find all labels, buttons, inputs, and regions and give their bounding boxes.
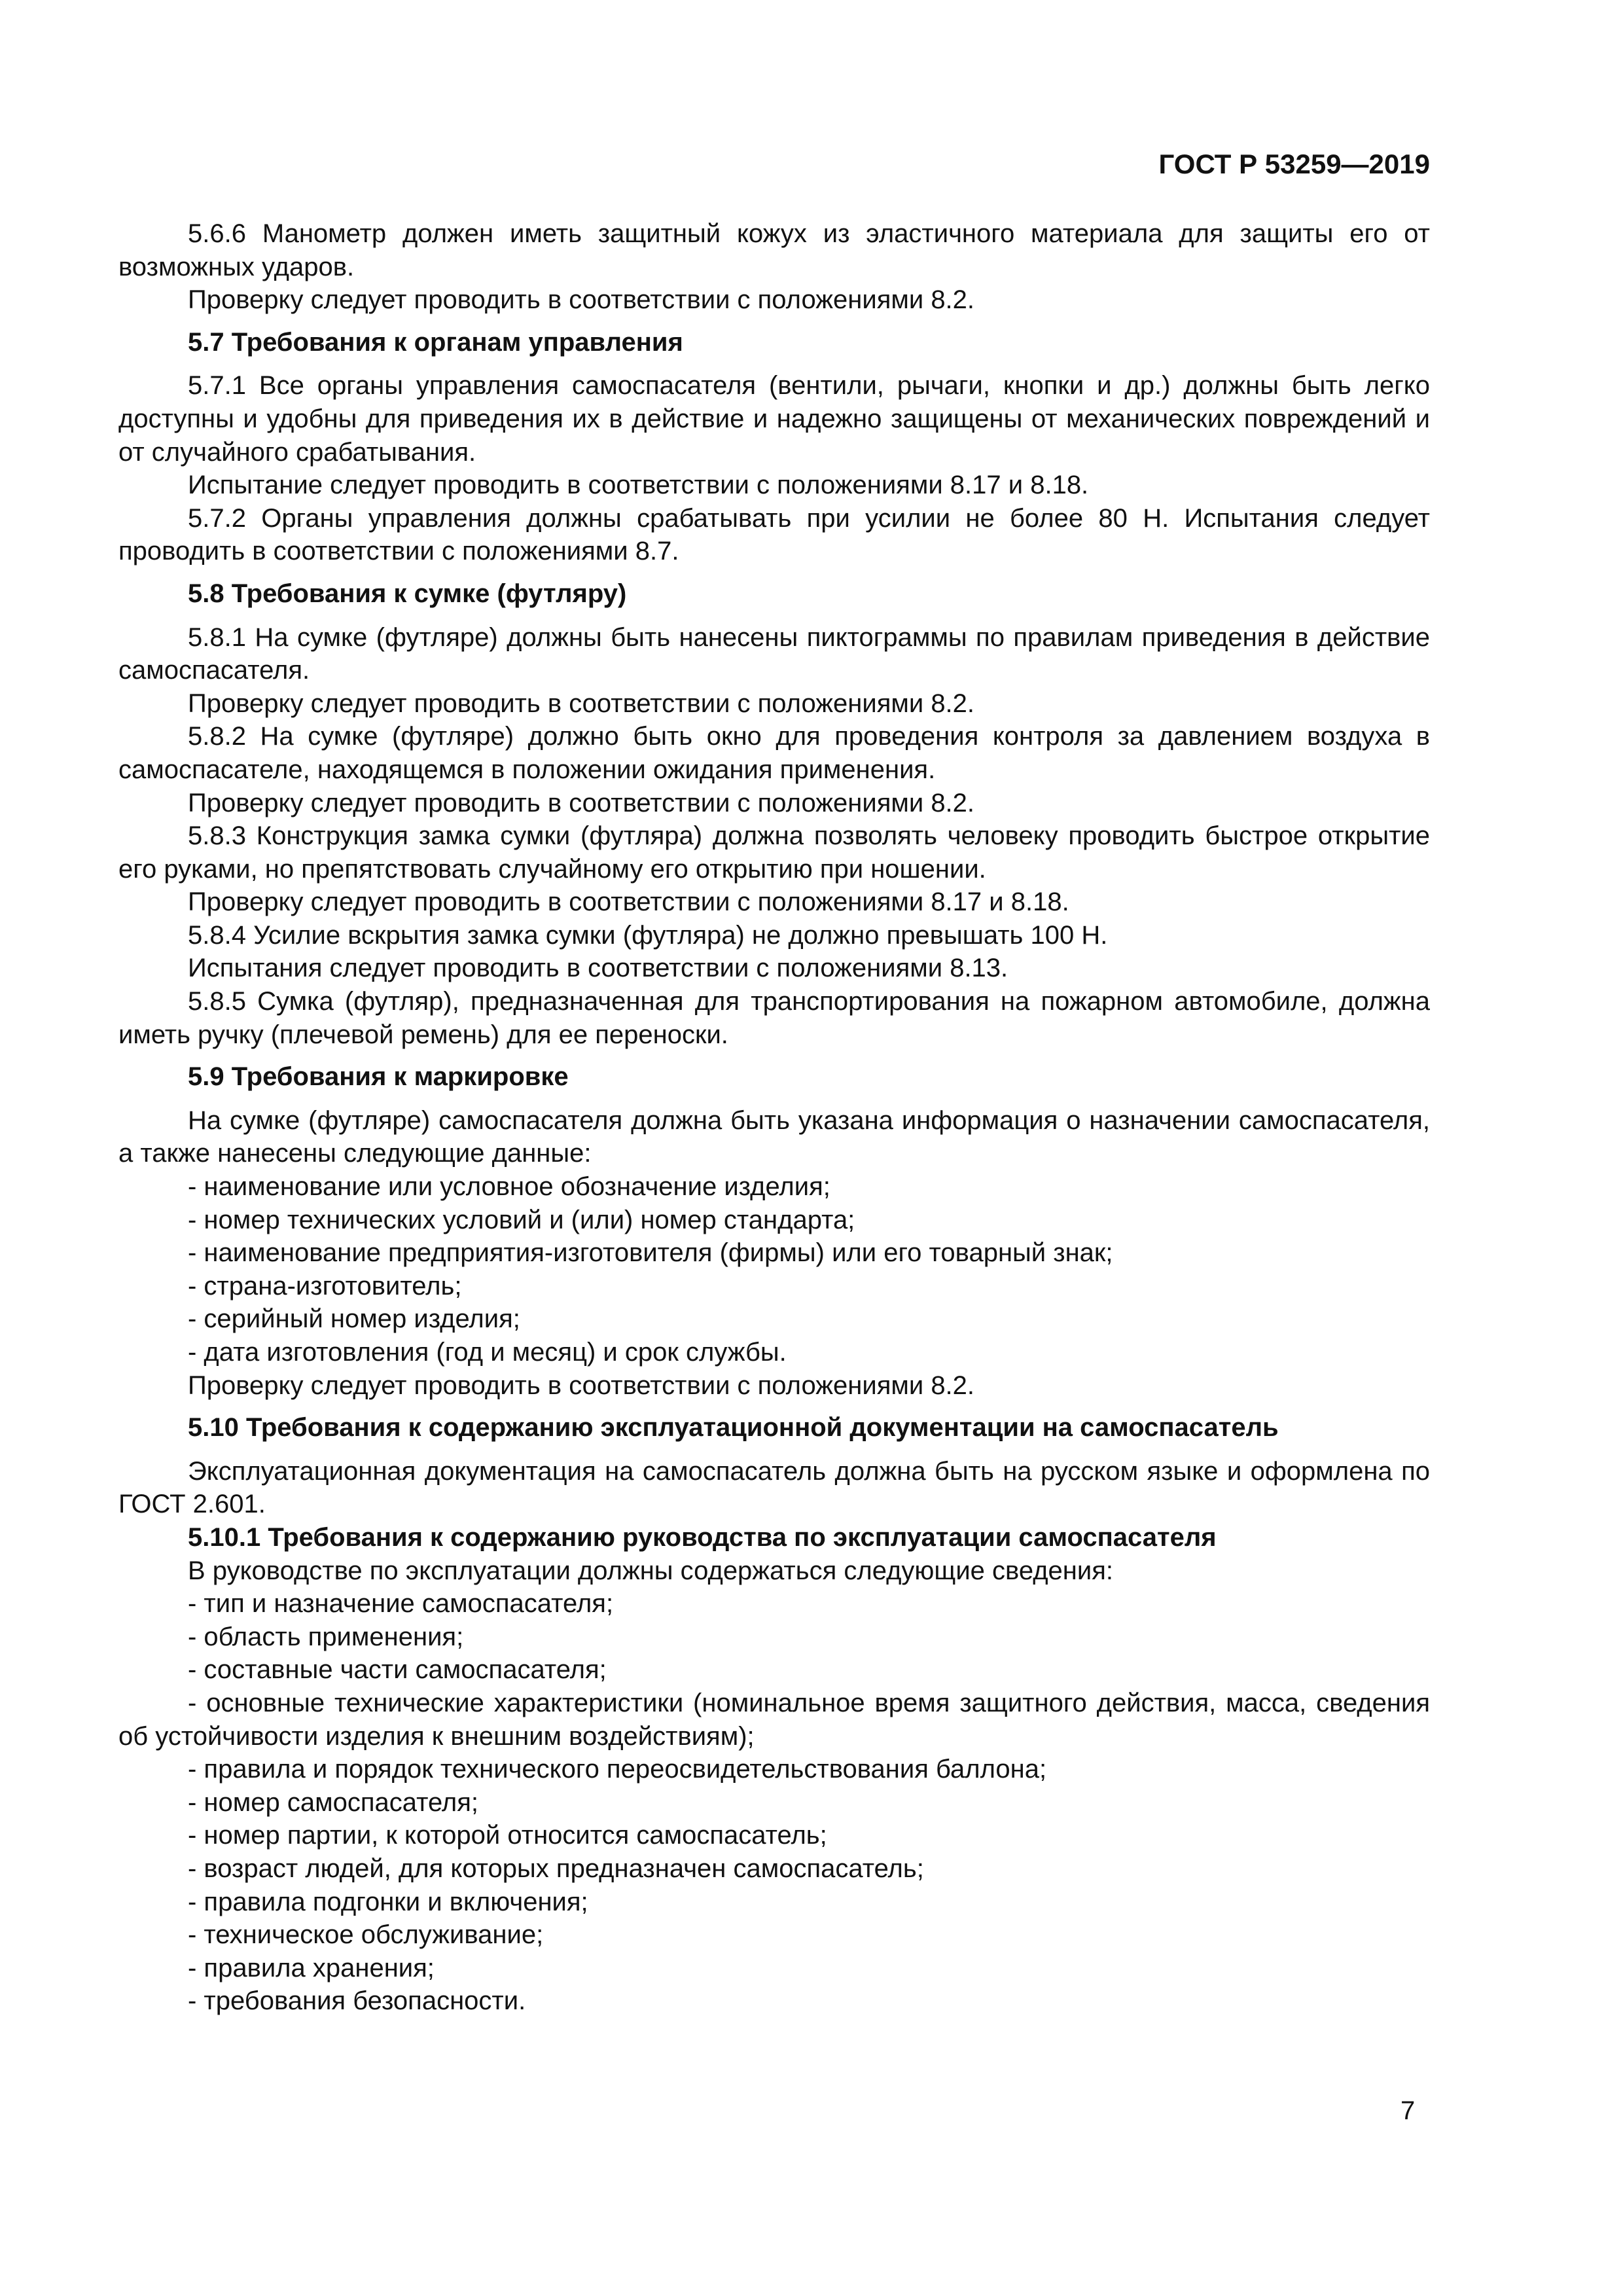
- text-line: - номер партии, к которой относится самоспасатель;: [188, 1821, 827, 1850]
- section-heading: 5.7 Требования к органам управления: [188, 327, 683, 357]
- paragraph: 5.7.2 Органы управления должны срабатывать при усилии не более 80 Н. Испытания следует проводить в соответствии с положениями 8.7.: [118, 503, 1430, 566]
- text-line: - тип и назначение самоспасателя;: [188, 1589, 614, 1619]
- text-line: Проверку следует проводить в соответствии с положениями 8.2.: [188, 788, 975, 817]
- text-line: - требования безопасности.: [188, 1986, 526, 2016]
- text-line: - наименование или условное обозначение изделия;: [188, 1172, 830, 1202]
- text-line: Проверку следует проводить в соответствии с положениями 8.2.: [188, 689, 975, 718]
- section-heading: 5.8 Требования к сумке (футляру): [188, 579, 627, 608]
- paragraph: 5.7.1 Все органы управления самоспасателя (вентили, рычаги, кнопки и др.) должны быть легко доступны и удобны для приведения их в действие и надежно защищены от механических повреждений и от случайного срабатывания.: [118, 371, 1430, 467]
- paragraph: 5.8.3 Конструкция замка сумки (футляра) должна позволять человеку проводить быстрое открытие его руками, но препятствовать случайному его открытию при ношении.: [118, 821, 1430, 884]
- text-line: - возраст людей, для которых предназначен самоспасатель;: [188, 1854, 924, 1883]
- text-line: - техническое обслуживание;: [188, 1920, 544, 1950]
- text-line: - правила хранения;: [188, 1953, 435, 1982]
- document-body: [118, 217, 1430, 2018]
- page-number: 7: [1400, 2096, 1416, 2125]
- paragraph: На сумке (футляре) самоспасателя должна быть указана информация о назначении самоспасателя, а также нанесены следующие данные:: [118, 1105, 1430, 1168]
- paragraph: - основные технические характеристики (номинальное время защитного действия, масса, сведения об устойчивости изделия к внешним воздействиям);: [118, 1688, 1430, 1751]
- text-line: - область применения;: [188, 1622, 464, 1651]
- text-line: Испытания следует проводить в соответствии с положениями 8.13.: [188, 954, 1008, 983]
- section-heading: 5.9 Требования к маркировке: [188, 1062, 569, 1092]
- text-line: В руководстве по эксплуатации должны содержаться следующие сведения:: [188, 1556, 1113, 1585]
- text-line: - наименование предприятия-изготовителя (фирмы) или его товарный знак;: [188, 1238, 1113, 1268]
- text-line: Проверку следует проводить в соответствии с положениями 8.2.: [188, 285, 975, 315]
- paragraph: Эксплуатационная документация на самоспасатель должна быть на русском языке и оформлена по ГОСТ 2.601.: [118, 1456, 1430, 1519]
- text-line: Проверку следует проводить в соответствии с положениями 8.2.: [188, 1371, 975, 1400]
- section-heading: 5.10 Требования к содержанию эксплуатационной документации на самоспасатель: [188, 1413, 1279, 1443]
- text-line: Испытание следует проводить в соответствии с положениями 8.17 и 8.18.: [188, 471, 1089, 500]
- document-header: ГОСТ Р 53259—2019: [1158, 149, 1430, 179]
- text-line: - правила подгонки и включения;: [188, 1887, 588, 1916]
- document-page: [118, 148, 1430, 2018]
- paragraph: 5.8.1 На сумке (футляре) должны быть нанесены пиктограммы по правилам приведения в действие самоспасателя.: [118, 622, 1430, 685]
- text-line: - правила и порядок технического переосвидетельствования баллона;: [188, 1755, 1047, 1784]
- text-line: - номер технических условий и (или) номер стандарта;: [188, 1205, 855, 1234]
- text-line: 5.8.4 Усилие вскрытия замка сумки (футляра) не должно превышать 100 Н.: [188, 920, 1108, 950]
- text-line: - серийный номер изделия;: [188, 1304, 520, 1334]
- paragraph: 5.8.2 На сумке (футляре) должно быть окно для проведения контроля за давлением воздуха в самоспасателе, находящемся в положении ожидания применения.: [118, 722, 1430, 784]
- text-line: - номер самоспасателя;: [188, 1787, 479, 1817]
- subsection-heading: 5.10.1 Требования к содержанию руководства по эксплуатации самоспасателя: [188, 1522, 1217, 1552]
- paragraph: 5.8.5 Сумка (футляр), предназначенная для транспортирования на пожарном автомобиле, должна иметь ручку (плечевой ремень) для ее переноски.: [118, 987, 1430, 1049]
- paragraph: 5.6.6 Манометр должен иметь защитный кожух из эластичного материала для защиты его от возможных ударов.: [118, 219, 1430, 281]
- text-line: - составные части самоспасателя;: [188, 1655, 607, 1685]
- text-line: - дата изготовления (год и месяц) и срок службы.: [188, 1338, 787, 1367]
- text-line: - страна-изготовитель;: [188, 1271, 462, 1300]
- text-line: Проверку следует проводить в соответствии с положениями 8.17 и 8.18.: [188, 888, 1069, 917]
